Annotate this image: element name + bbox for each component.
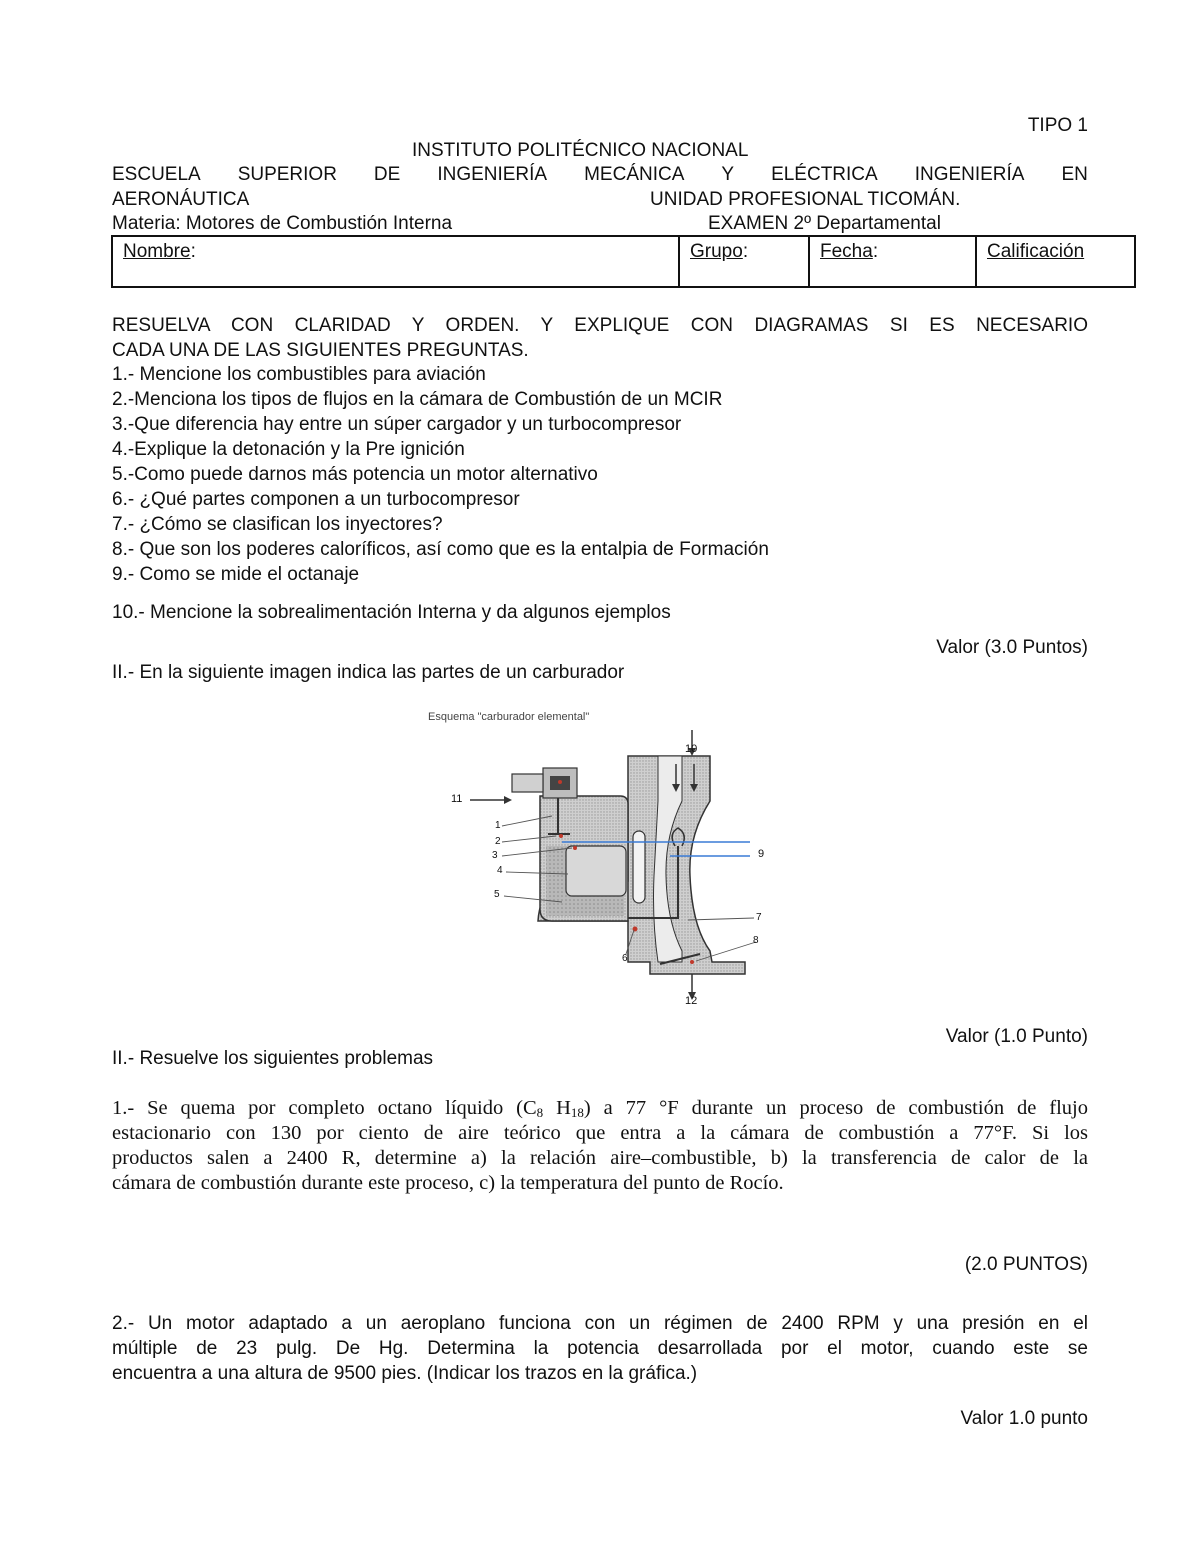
group-cell[interactable] [679,236,809,287]
problem-2-line-3: encuentra a una altura de 9500 pies. (Indicar los trazos en la gráfica.) [112,1363,698,1384]
school-line-2-left: AERONÁUTICA [112,189,250,210]
label-1: 1 [495,820,501,831]
instructions-line-1: RESUELVA CON CLARIDAD Y ORDEN. Y EXPLIQUE CON DIAGRAMAS SI ES NECESARIO [112,315,1088,336]
question-4: 4.-Explique la detonación y la Pre ignición [112,439,465,460]
instructions [112,313,1088,363]
school-word: DE [373,164,401,185]
student-info-table [111,235,1136,288]
name-label: Nombre [123,241,191,262]
subject-line: Materia: Motores de Combustión Interna [112,213,453,234]
group-label: Grupo [690,241,743,262]
label-10: 10 [685,743,698,755]
question-9: 9.- Como se mide el octanaje [112,564,360,585]
label-12: 12 [685,995,698,1007]
problem-2 [112,1311,1088,1386]
label-6: 6 [622,953,628,964]
question-1: 1.- Mencione los combustibles para aviación [112,364,486,385]
problem-2-points: Valor 1.0 punto [960,1408,1088,1429]
problem-1-line-3: productos salen a 2400 R, determine a) la relación aire–combustible, b) la transferencia de calor de la [112,1147,1088,1169]
problem-1-text-a: 1.- Se quema por completo octano líquido (C [112,1097,537,1119]
date-cell[interactable] [809,236,976,287]
subscript-18: 18 [570,1105,584,1120]
exam-type: TIPO 1 [1027,115,1088,136]
section-2-title: II.- En la siguiente imagen indica las partes de un carburador [112,662,625,683]
school-line-2-right: UNIDAD PROFESIONAL TICOMÁN. [650,189,961,210]
question-3: 3.-Que diferencia hay entre un súper cargador y un turbocompresor [112,414,682,435]
carburetor-figure [420,706,800,1016]
subscript-8: 8 [536,1105,544,1120]
label-5: 5 [494,889,500,900]
school-word: ELÉCTRICA [771,164,878,185]
grade-label: Calificación [987,241,1085,262]
group-colon: : [742,241,749,262]
label-2: 2 [495,836,501,847]
float-chamber [512,768,645,921]
label-9: 9 [758,848,765,860]
name-colon: : [190,241,196,262]
section-1-value: Valor (3.0 Puntos) [936,637,1088,658]
school-word: INGENIERÍA [437,164,548,185]
problem-1-text-c: ) a 77 °F durante un proceso de combustión de flujo [583,1097,1088,1119]
problem-1-line-2: estacionario con 130 por ciento de aire teórico que entra a la cámara de combustión a 77°F. Si los [112,1122,1088,1144]
problem-1 [112,1096,1088,1196]
question-8: 8.- Que son los poderes caloríficos, así como que es la entalpia de Formación [112,539,769,560]
figure-caption: Esquema "carburador elemental" [428,711,590,723]
problem-2-line-1: 2.- Un motor adaptado a un aeroplano funciona con un régimen de 2400 RPM y una presión en el [112,1313,1088,1334]
school-line-1 [112,165,1088,187]
section-2-value: Valor (1.0 Punto) [945,1026,1088,1047]
carburetor-diagram [420,706,800,1016]
question-10: 10.- Mencione la sobrealimentación Interna y da algunos ejemplos [112,602,671,623]
problem-2-line-2: múltiple de 23 pulg. De Hg. Determina la potencia desarrollada por el motor, cuando este se [112,1338,1088,1359]
school-word: SUPERIOR [237,164,337,185]
problem-1-line-1 [112,1096,1088,1121]
date-label: Fecha [820,241,873,262]
label-7: 7 [756,912,762,923]
question-6: 6.- ¿Qué partes componen a un turbocompresor [112,489,520,510]
school-word: MECÁNICA [584,164,685,185]
school-word: Y [721,164,735,185]
section-3-title: II.- Resuelve los siguientes problemas [112,1048,434,1069]
name-cell[interactable] [112,236,679,287]
instructions-line-2: CADA UNA DE LAS SIGUIENTES PREGUNTAS. [112,340,529,361]
school-word: ESCUELA [112,164,201,185]
question-2: 2.-Menciona los tipos de flujos en la cámara de Combustión de un MCIR [112,389,723,410]
label-3: 3 [492,850,498,861]
label-8: 8 [753,935,759,946]
label-4: 4 [497,865,503,876]
grade-cell[interactable] [976,236,1135,287]
question-7: 7.- ¿Cómo se clasifican los inyectores? [112,514,443,535]
question-5: 5.-Como puede darnos más potencia un motor alternativo [112,464,598,485]
label-11: 11 [451,793,463,805]
problem-1-line-4: cámara de combustión durante este proceso, c) la temperatura del punto de Rocío. [112,1172,784,1194]
problem-1-text-b: H [543,1097,571,1119]
school-word: EN [1061,164,1088,185]
institute-name: INSTITUTO POLITÉCNICO NACIONAL [412,140,749,161]
school-word: INGENIERÍA [914,164,1025,185]
exam-title: EXAMEN 2º Departamental [708,213,941,234]
problem-1-points: (2.0 PUNTOS) [964,1254,1088,1275]
date-colon: : [872,241,879,262]
